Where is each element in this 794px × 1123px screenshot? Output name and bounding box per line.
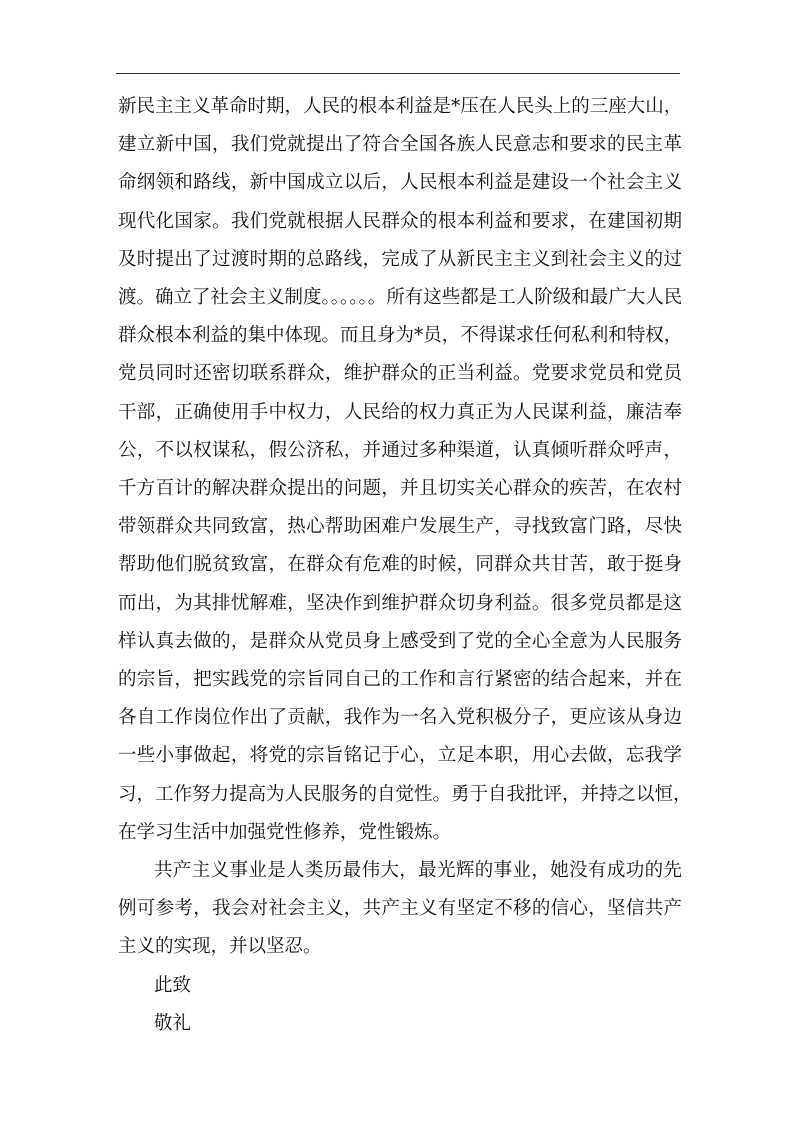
paragraph-2 — [118, 852, 682, 967]
text-line: 干部，正确使用手中权力，人民给的权力真正为人民谋利益，廉洁奉 — [118, 401, 682, 423]
document-body — [118, 88, 692, 1043]
text-line: 样认真去做的，是群众从党员身上感受到了党的全心全意为人民服务 — [118, 630, 682, 652]
text-line: 命纲领和路线，新中国成立以后，人民根本利益是建设一个社会主义 — [118, 172, 682, 194]
text-line: 建立新中国，我们党就提出了符合全国各族人民意志和要求的民主革 — [118, 134, 682, 156]
text-line: 带领群众共同致富，热心帮助困难户发展生产，寻找致富门路，尽快 — [118, 516, 682, 538]
text-line: 共产主义事业是人类历最伟大，最光辉的事业，她没有成功的先 — [154, 860, 682, 882]
text-line: 帮助他们脱贫致富，在群众有危难的时候，同群众共甘苦，敢于挺身 — [118, 554, 682, 576]
text-line: 千方百计的解决群众提出的问题，并且切实关心群众的疾苦，在农村 — [118, 478, 682, 500]
text-line: 渡。确立了社会主义制度。。。。。。所有这些都是工人阶级和最广大人民 — [118, 287, 683, 309]
text-line: 习，工作努力提高为人民服务的自觉性。勇于自我批评，并持之以恒， — [118, 783, 692, 805]
text-line: 的宗旨，把实践党的宗旨同自己的工作和言行紧密的结合起来，并在 — [118, 669, 682, 691]
header-rule — [116, 73, 680, 74]
text-line: 各自工作岗位作出了贡献，我作为一名入党积极分子，更应该从身边 — [118, 707, 682, 729]
text-line: 党员同时还密切联系群众，维护群众的正当利益。党要求党员和党员 — [118, 363, 682, 385]
text-line: 新民主主义革命时期，人民的根本利益是*压在人民头上的三座大山， — [118, 96, 683, 117]
paragraph-1 — [118, 88, 692, 852]
text-line: 在学习生活中加强党性修养，党性锻炼。 — [118, 821, 452, 843]
text-line: 现代化国家。我们党就根据人民群众的根本利益和要求，在建国初期 — [118, 210, 682, 232]
text-line: 例可参考，我会对社会主义，共产主义有坚定不移的信心，坚信共产 — [118, 898, 682, 920]
closing — [118, 967, 682, 1043]
closing-regards: 敬礼 — [154, 1012, 192, 1034]
text-line: 及时提出了过渡时期的总路线，完成了从新民主主义到社会主义的过 — [118, 248, 682, 270]
text-line: 公，不以权谋私，假公济私，并通过多种渠道，认真倾听群众呼声， — [118, 439, 682, 461]
text-line: 而出，为其排忧解难，坚决作到维护群众切身利益。很多党员都是这 — [118, 592, 682, 614]
text-line: 群众根本利益的集中体现。而且身为*员，不得谋求任何私利和特权， — [118, 325, 683, 347]
text-line: 一些小事做起，将党的宗旨铭记于心，立足本职，用心去做，忘我学 — [118, 745, 682, 767]
text-line: 主义的实现，并以坚忍。 — [118, 936, 322, 958]
closing-salutation: 此致 — [154, 974, 192, 996]
